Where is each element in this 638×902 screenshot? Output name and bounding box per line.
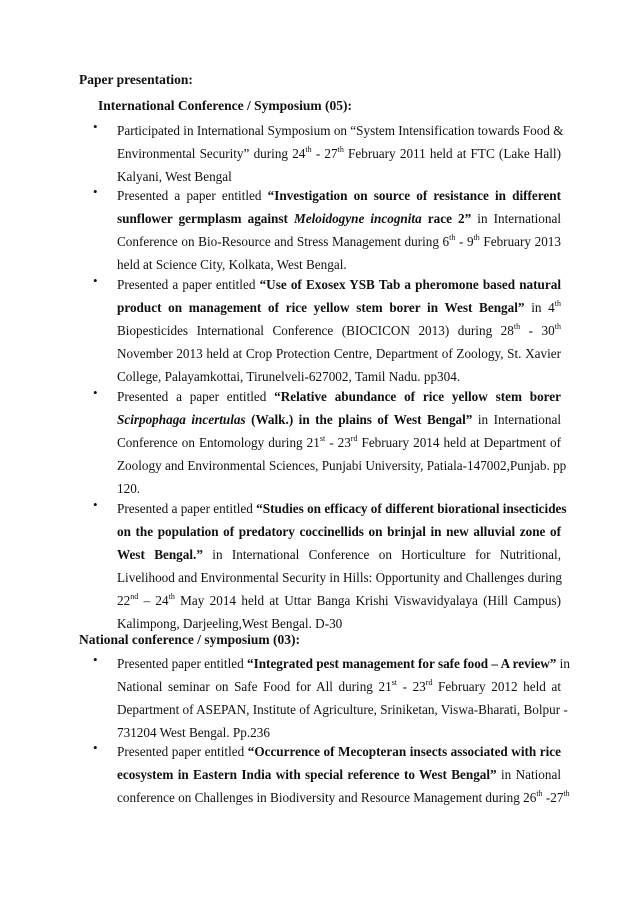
subheading-international: International Conference / Symposium (05):	[98, 98, 352, 113]
text-line: Environmental Security” during 24th - 27th February 2011 held at FTC (Lake Hall)	[117, 145, 561, 161]
bullet-icon: •	[93, 119, 98, 134]
text-line: West Bengal.” in International Conference on Horticulture for Nutritional,	[117, 547, 561, 562]
bullet-icon: •	[93, 652, 98, 667]
text-line: Kalimpong, Darjeeling,West Bengal. D-30	[117, 616, 343, 631]
text-line: Zoology and Environmental Sciences, Punjabi University, Patiala-147002,Punjab. pp	[117, 458, 567, 473]
text-line: Scirpophaga incertulas (Walk.) in the plains of West Bengal” in International	[117, 412, 561, 427]
section-heading-national: National conference / symposium (03):	[79, 632, 300, 647]
text-line: Department of ASEPAN, Institute of Agriculture, Sriniketan, Viswa-Bharati, Bolpur -	[117, 702, 568, 717]
text-line: 731204 West Bengal. Pp.236	[117, 725, 270, 740]
text-line: Kalyani, West Bengal	[117, 169, 232, 184]
text-line: Presented a paper entitled “Relative abundance of rice yellow stem borer	[117, 389, 561, 404]
text-line: Biopesticides International Conference (BIOCICON 2013) during 28th - 30th	[117, 322, 561, 338]
text-line: National seminar on Safe Food for All during 21st - 23rd February 2012 held at	[117, 678, 561, 694]
text-line: conference on Challenges in Biodiversity and Resource Management during 26th -27th	[117, 789, 570, 805]
list-item	[93, 119, 564, 188]
text-line: Livelihood and Environmental Security in Hills: Opportunity and Challenges during	[117, 570, 563, 585]
list-item	[93, 184, 561, 276]
text-line: November 2013 held at Crop Protection Centre, Department of Zoology, St. Xavier	[117, 346, 561, 361]
text-line: Conference on Bio-Resource and Stress Management during 6th - 9th February 2013	[117, 233, 561, 249]
text-line: 22nd – 24th May 2014 held at Uttar Banga Krishi Viswavidyalaya (Hill Campus)	[117, 592, 561, 608]
text-line: 120.	[117, 481, 141, 496]
section-heading-paper-presentation: Paper presentation:	[79, 72, 193, 87]
bullet-icon: •	[93, 273, 98, 288]
text-line: ecosystem in Eastern India with special reference to West Bengal” in National	[117, 767, 561, 782]
list-item	[93, 652, 570, 744]
list-item	[93, 385, 567, 500]
list-item	[93, 497, 567, 635]
list-item	[93, 740, 570, 809]
list-item	[93, 273, 561, 388]
bullet-icon: •	[93, 497, 98, 512]
text-line: product on management of rice yellow stem borer in West Bengal” in 4th	[117, 299, 561, 315]
text-line: Presented a paper entitled “Studies on efficacy of different biorational insecticides	[117, 501, 567, 516]
bullet-icon: •	[93, 740, 98, 755]
text-line: Presented a paper entitled “Investigation on source of resistance in different	[117, 188, 561, 203]
text-line: held at Science City, Kolkata, West Bengal.	[117, 257, 347, 272]
bullet-icon: •	[93, 184, 98, 199]
text-line: on the population of predatory coccinellids on brinjal in new alluvial zone of	[117, 524, 561, 539]
text-line: College, Palayamkottai, Tirunelveli-627002, Tamil Nadu. pp304.	[117, 369, 461, 384]
text-line: Presented paper entitled “Occurrence of Mecopteran insects associated with rice	[117, 744, 561, 759]
text-line: Presented a paper entitled “Use of Exosex YSB Tab a pheromone based natural	[117, 277, 561, 292]
text-line: Presented paper entitled “Integrated pest management for safe food – A review” in	[117, 656, 570, 671]
text-line: sunflower germplasm against Meloidogyne incognita race 2” in International	[117, 211, 561, 226]
text-line: Conference on Entomology during 21st - 23rd February 2014 held at Department of	[117, 434, 561, 450]
text-line: Participated in International Symposium on “System Intensification towards Food &	[117, 123, 564, 138]
bullet-icon: •	[93, 385, 98, 400]
